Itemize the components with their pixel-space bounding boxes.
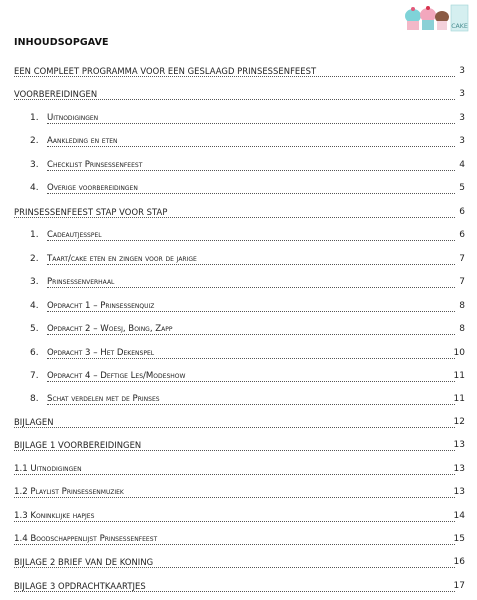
toc-entry[interactable] xyxy=(0,113,477,127)
toc-entry[interactable] xyxy=(0,464,477,478)
dot-leader xyxy=(47,170,455,171)
toc-entry[interactable] xyxy=(0,301,477,315)
toc-entry[interactable] xyxy=(0,160,477,174)
toc-entry-page-number: 3 xyxy=(459,89,465,99)
toc-entry-label: VOORBEREIDINGEN xyxy=(14,89,98,99)
toc-entry-page-number: 14 xyxy=(453,511,465,521)
toc-entry-page-number: 5 xyxy=(459,183,465,193)
toc-entry-page-number: 13 xyxy=(453,487,465,497)
dot-leader xyxy=(14,544,455,545)
toc-entry-page-number: 11 xyxy=(453,371,465,381)
toc-entry-label: BIJLAGE 3 OPDRACHTKAARTJES xyxy=(14,581,146,591)
toc-entry[interactable] xyxy=(0,207,477,221)
toc-entry[interactable] xyxy=(0,254,477,268)
toc-entry-label: Opdracht 2 – Woesj, Boing, Zapp xyxy=(47,324,173,334)
toc-entry-label: Checklist Prinsessenfeest xyxy=(47,160,143,170)
toc-entry[interactable] xyxy=(0,230,477,244)
dot-leader xyxy=(47,287,455,288)
toc-entry[interactable] xyxy=(0,557,477,571)
toc-entry-label: 1.3 Koninklijke hapjes xyxy=(14,511,95,521)
dot-leader xyxy=(47,334,455,335)
toc-entry-label: EEN COMPLEET PROGRAMMA VOOR EEN GESLAAGD PRINSESSENFEEST xyxy=(14,66,317,76)
toc-entry-number: 7. xyxy=(30,371,39,381)
toc-entry-page-number: 12 xyxy=(453,417,465,427)
toc-entry-label: Aankleding en eten xyxy=(47,136,118,146)
toc-entry-page-number: 8 xyxy=(459,301,465,311)
toc-entry-label: 1.2 Playlist Prinsessenmuziek xyxy=(14,487,124,497)
dot-leader xyxy=(47,193,455,194)
toc-entry[interactable] xyxy=(0,66,477,80)
toc-entry[interactable] xyxy=(0,511,477,525)
toc-entry-label: Taart/cake eten en zingen voor de jarige xyxy=(47,254,197,264)
dot-leader xyxy=(14,427,455,428)
toc-entry-page-number: 7 xyxy=(459,277,465,287)
toc-entry-number: 2. xyxy=(30,254,39,264)
toc-entry-page-number: 4 xyxy=(459,160,465,170)
toc-entry[interactable] xyxy=(0,136,477,150)
toc-entry-page-number: 3 xyxy=(459,113,465,123)
toc-title: INHOUDSOPGAVE xyxy=(14,37,109,48)
dot-leader xyxy=(47,123,455,124)
toc-entry[interactable] xyxy=(0,348,477,362)
toc-entry-label: BIJLAGE 2 BRIEF VAN DE KONING xyxy=(14,557,154,567)
toc-entry[interactable] xyxy=(0,371,477,385)
toc-entry-page-number: 10 xyxy=(453,348,465,358)
toc-entry-number: 3. xyxy=(30,277,39,287)
toc-entry[interactable] xyxy=(0,581,477,595)
toc-entry-page-number: 8 xyxy=(459,324,465,334)
toc-entry[interactable] xyxy=(0,324,477,338)
toc-entry-label: PRINSESSENFEEST STAP VOOR STAP xyxy=(14,207,168,217)
toc-entry[interactable] xyxy=(0,277,477,291)
toc-entry[interactable] xyxy=(0,89,477,103)
dot-leader xyxy=(47,146,455,147)
toc-entry-number: 6. xyxy=(30,348,39,358)
toc-entry-label: BIJLAGEN xyxy=(14,417,54,427)
dot-leader xyxy=(14,497,455,498)
dot-leader xyxy=(47,240,455,241)
toc-entry-label: BIJLAGE 1 VOORBEREIDINGEN xyxy=(14,440,142,450)
dot-leader xyxy=(14,474,455,475)
toc-entry-number: 3. xyxy=(30,160,39,170)
dot-leader xyxy=(14,521,455,522)
toc-entry[interactable] xyxy=(0,183,477,197)
cupcake-logo-icon xyxy=(400,2,476,36)
toc-entry-label: 1.1 Uitnodigingen xyxy=(14,464,82,474)
toc-entry-page-number: 7 xyxy=(459,254,465,264)
toc-entry-page-number: 6 xyxy=(459,207,465,217)
toc-entry-number: 4. xyxy=(30,183,39,193)
dot-leader xyxy=(47,404,455,405)
toc-entry-page-number: 6 xyxy=(459,230,465,240)
toc-entry[interactable] xyxy=(0,394,477,408)
toc-entry-number: 1. xyxy=(30,230,39,240)
toc-entry-page-number: 15 xyxy=(453,534,465,544)
toc-entry-number: 1. xyxy=(30,113,39,123)
toc-entry[interactable] xyxy=(0,417,477,431)
toc-entry-page-number: 11 xyxy=(453,394,465,404)
dot-leader xyxy=(47,381,455,382)
toc-entry[interactable] xyxy=(0,534,477,548)
dot-leader xyxy=(14,76,455,77)
toc-entry[interactable] xyxy=(0,487,477,501)
toc-entry-label: Uitnodigingen xyxy=(47,113,99,123)
toc-entry-page-number: 13 xyxy=(453,464,465,474)
dot-leader xyxy=(14,567,455,568)
dot-leader xyxy=(14,217,455,218)
dot-leader xyxy=(47,311,455,312)
toc-entry-page-number: 16 xyxy=(453,557,465,567)
toc-entry-number: 5. xyxy=(30,324,39,334)
toc-entry-number: 2. xyxy=(30,136,39,146)
dot-leader xyxy=(14,99,455,100)
toc-entry-page-number: 3 xyxy=(459,136,465,146)
toc-entry-label: 1.4 Boodschappenlijst Prinsessenfeest xyxy=(14,534,158,544)
dot-leader xyxy=(47,358,455,359)
toc-entry[interactable] xyxy=(0,440,477,454)
svg-text:CAKE: CAKE xyxy=(451,23,468,30)
toc-entry-label: Overige voorbereidingen xyxy=(47,183,138,193)
toc-entry-label: Cadeautjesspel xyxy=(47,230,102,240)
toc-entry-label: Schat verdelen met de Prinses xyxy=(47,394,160,404)
toc-entry-page-number: 13 xyxy=(453,440,465,450)
dot-leader xyxy=(14,450,455,451)
toc-entry-page-number: 17 xyxy=(453,581,465,591)
toc-entry-label: Opdracht 1 – Prinsessenquiz xyxy=(47,301,155,311)
toc-entry-label: Opdracht 4 – Deftige Les/Modeshow xyxy=(47,371,186,381)
toc-entry-number: 8. xyxy=(30,394,39,404)
toc-entry-number: 4. xyxy=(30,301,39,311)
dot-leader xyxy=(47,264,455,265)
brand-logo xyxy=(400,2,476,36)
toc-entry-label: Opdracht 3 – Het Dekenspel xyxy=(47,348,155,358)
toc-entry-page-number: 3 xyxy=(459,66,465,76)
toc-entry-label: Prinsessenverhaal xyxy=(47,277,115,287)
dot-leader xyxy=(14,591,455,592)
